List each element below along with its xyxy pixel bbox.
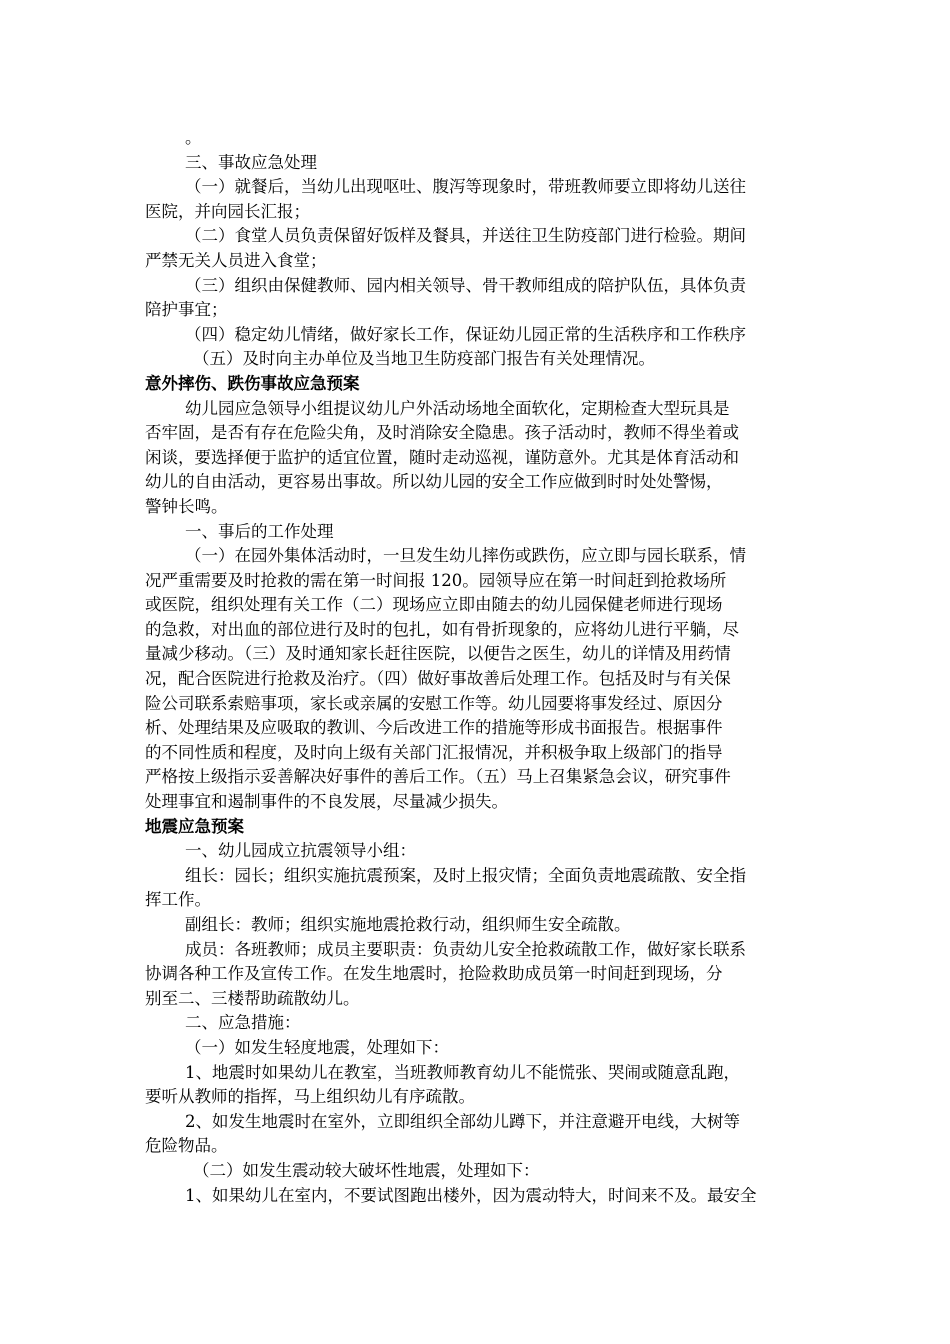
- text-line: 协调各种工作及宣传工作。在发生地震时，抢险救助成员第一时间赶到现场，分: [145, 964, 723, 984]
- text-line: 要听从教师的指挥，马上组织幼儿有序疏散。: [145, 1087, 475, 1107]
- section-heading: 一、事后的工作处理: [185, 521, 334, 541]
- text-line: 闲谈，要选择便于监护的适宜位置，随时走动巡视，谨防意外。尤其是体育活动和: [145, 447, 739, 467]
- text-line: 幼儿园应急领导小组提议幼儿户外活动场地全面软化，定期检查大型玩具是: [185, 398, 730, 418]
- text-line: 析、处理结果及应吸取的教训、今后改进工作的措施等形成书面报告。根据事件: [145, 718, 723, 738]
- text-line: 险公司联系索赔事项，家长或亲属的安慰工作等。幼儿园要将事发经过、原因分: [145, 693, 723, 713]
- text-line: 。: [185, 128, 202, 147]
- section-heading: 二、应急措施：: [185, 1013, 301, 1033]
- text-line: 况，配合医院进行抢救及治疗。（四）做好事故善后处理工作。包括及时与有关保: [145, 669, 731, 689]
- section-heading: 三、事故应急处理: [185, 152, 317, 172]
- document-heading: 意外摔伤、跌伤事故应急预案: [145, 373, 360, 393]
- text-line: 1、地震时如果幼儿在教室，当班教师教育幼儿不能慌张、哭闹或随意乱跑，: [185, 1062, 740, 1082]
- text-line: 幼儿的自由活动，更容易出事故。所以幼儿园的安全工作应做到时时处处警惕，: [145, 472, 723, 492]
- text-line: 挥工作。: [145, 890, 211, 910]
- text-line: （三）组织由保健教师、园内相关领导、骨干教师组成的陪护队伍，具体负责: [185, 275, 746, 295]
- text-line: 严禁无关人员进入食堂；: [145, 250, 327, 270]
- text-line: 2、如发生地震时在室外，立即组织全部幼儿蹲下，并注意避开电线，大树等: [185, 1111, 740, 1131]
- text-line: （一）如发生轻度地震，处理如下：: [185, 1037, 449, 1057]
- text-line: 或医院，组织处理有关工作（二）现场应立即由随去的幼儿园保健老师进行现场: [145, 595, 723, 615]
- text-line: 成员：各班教师；成员主要职责：负责幼儿安全抢救疏散工作，做好家长联系: [185, 939, 746, 959]
- text-line: 的急救，对出血的部位进行及时的包扎，如有骨折现象的，应将幼儿进行平躺，尽: [145, 619, 739, 639]
- document-heading: 地震应急预案: [145, 816, 244, 836]
- text-line: 严格按上级指示妥善解决好事件的善后工作。（五）马上召集紧急会议，研究事件: [145, 767, 731, 787]
- text-line: （二）食堂人员负责保留好饭样及餐具，并送往卫生防疫部门进行检验。期间: [185, 226, 746, 246]
- text-line: （四）稳定幼儿情绪，做好家长工作，保证幼儿园正常的生活秩序和工作秩序: [185, 324, 746, 344]
- document-body: [145, 126, 810, 1208]
- text-line: （五）及时向主办单位及当地卫生防疫部门报告有关处理情况。: [193, 349, 655, 369]
- text-line: 否牢固，是否有存在危险尖角，及时消除安全隐患。孩子活动时，教师不得坐着或: [145, 423, 739, 443]
- text-line: 危险物品。: [145, 1136, 228, 1156]
- text-line: 陪护事宜；: [145, 300, 228, 320]
- section-heading: 一、幼儿园成立抗震领导小组：: [185, 841, 416, 861]
- text-line: 医院，并向园长汇报；: [145, 201, 310, 221]
- text-line: 警钟长鸣。: [145, 496, 228, 516]
- text-line: （二）如发生震动较大破坏性地震，处理如下：: [193, 1160, 540, 1180]
- text-line: 的不同性质和程度，及时向上级有关部门汇报情况，并积极争取上级部门的指导: [145, 742, 723, 762]
- text-line: （一）就餐后，当幼儿出现呕吐、腹泻等现象时，带班教师要立即将幼儿送往: [185, 177, 746, 197]
- text-line: 1、如果幼儿在室内，不要试图跑出楼外，因为震动特大，时间来不及。最安全: [185, 1185, 757, 1205]
- text-line: （一）在园外集体活动时，一旦发生幼儿摔伤或跌伤，应立即与园长联系，情: [185, 546, 746, 566]
- text-line: 组长：园长；组织实施抗震预案，及时上报灾情；全面负责地震疏散、安全指: [185, 865, 746, 885]
- text-line: 副组长：教师；组织实施地震抢救行动，组织师生安全疏散。: [185, 915, 631, 934]
- text-line: 量减少移动。（三）及时通知家长赶往医院，以便告之医生，幼儿的详情及用药情: [145, 644, 731, 664]
- text-line: 况严重需要及时抢救的需在第一时间报 120。园领导应在第一时间赶到抢救场所: [145, 570, 727, 590]
- text-line: 别至二、三楼帮助疏散幼儿。: [145, 988, 360, 1008]
- text-line: 处理事宜和遏制事件的不良发展，尽量减少损失。: [145, 792, 508, 812]
